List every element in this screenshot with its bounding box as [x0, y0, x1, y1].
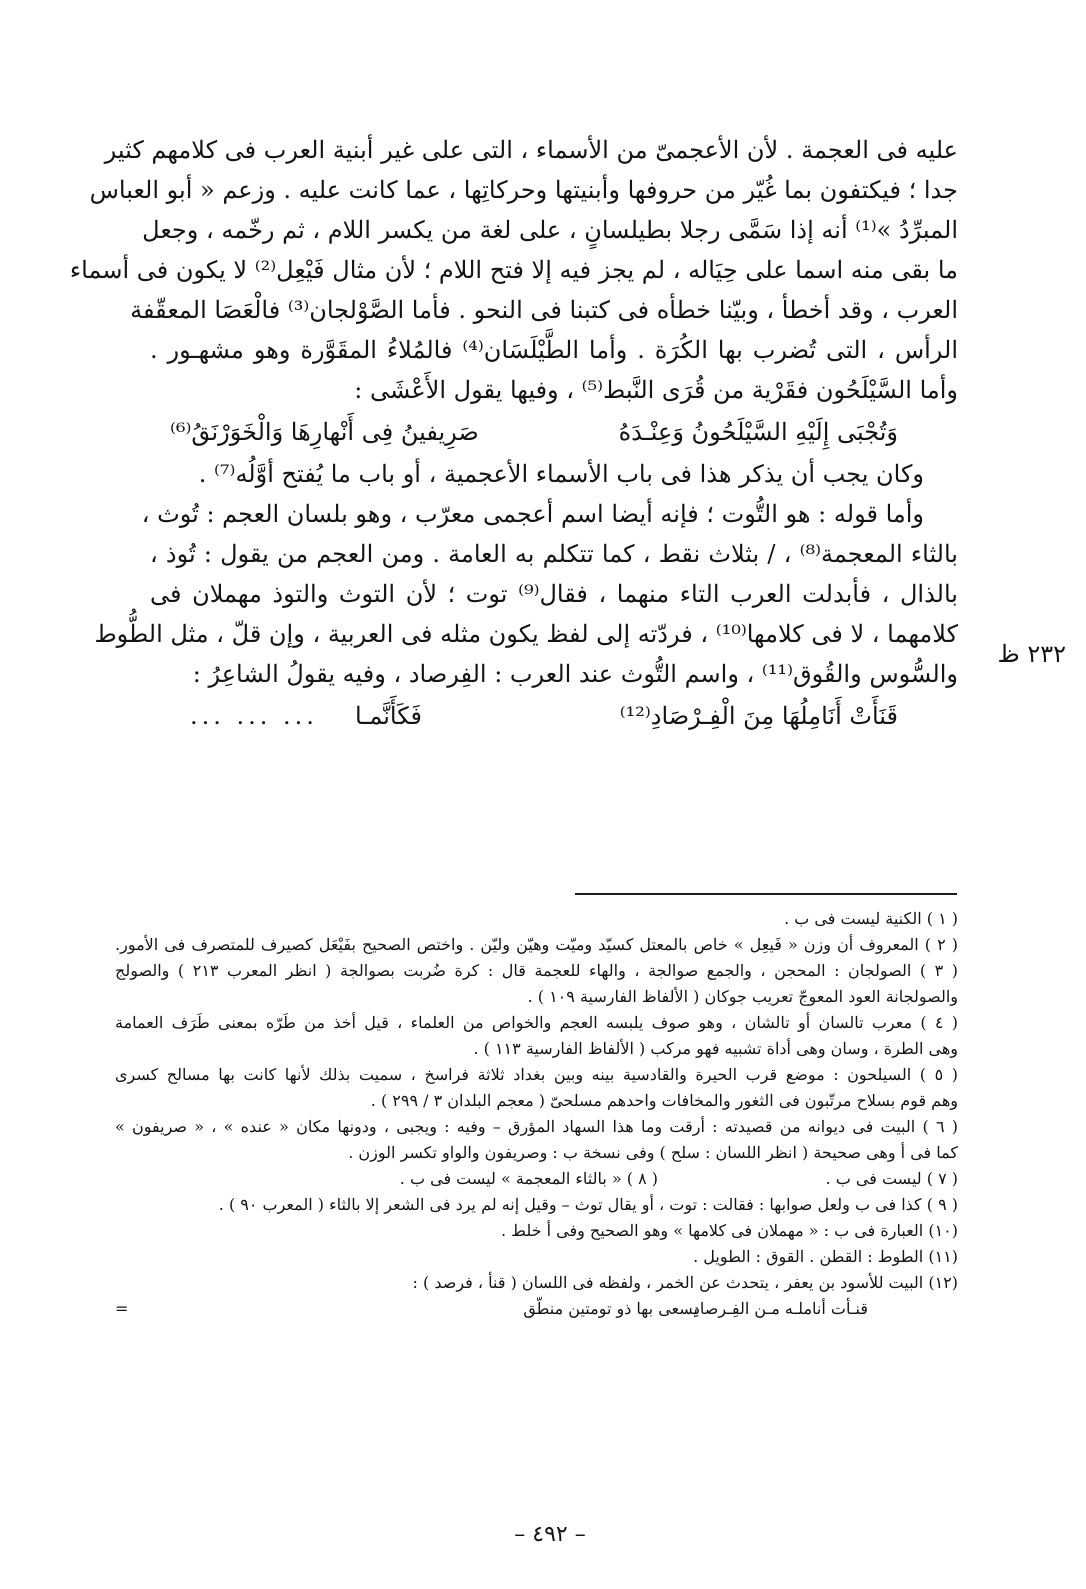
- footnote-continuation: وهى الطرة ، وسان وهى أداة تشبيه فهو مركب ( الألفاظ الفارسية ١١٣ ) .: [473, 1039, 958, 1058]
- footnote: ( ٧ ) ليست فى ب .: [825, 1169, 958, 1188]
- poem-verse-2: [150, 694, 958, 738]
- verse-first-hemistich: وَتُجْبَى إِلَيْهِ السَّيْلَحُونُ وَعِنْـدَهُ: [618, 418, 898, 446]
- main-text: [69, 130, 959, 738]
- footnote: ( ٨ ) « بالثاء المعجمة » ليست فى ب .: [399, 1169, 658, 1188]
- footnote-verse-second: قنـأت أناملـه مـن الفِـرصادِ: [692, 1299, 868, 1318]
- footnote: ( ١ ) الكنية ليست فى ب .: [784, 909, 958, 928]
- text-line: وأما السَّيْلَحُون فقَرْية من قُرَى النَّبط⁽⁵⁾ ، وفيها يقول الأَعْشَى :: [354, 376, 958, 404]
- footnote: ( ٤ ) معرب تالسان أو تالشان ، وهو صوف يلبسه العجم والخواص من العلماء ، قيل أخذ من طَرّه بمعنى طَرَف العمامة: [115, 1013, 959, 1032]
- text-line: بالثاء المعجمة⁽⁸⁾ ، / بثلاث نقط ، كما تتكلم به العامة . ومن العجم من يقول : تُوذ ،: [150, 540, 958, 568]
- manuscript-folio-marker: ٢٣٢ ظ: [997, 640, 1066, 668]
- footnote: ( ٢ ) المعروف أن وزن « فَيعِل » خاص بالمعتل كسيّد وميّت وهيّن وليّن . واختص الصحيح بفَيْعَل كصيرف للمتصرف فى الأمور.: [115, 935, 959, 954]
- footnote: (١١) الطوط : القطن . القوق : الطويل .: [693, 1247, 958, 1266]
- poem-verse-1: [150, 410, 958, 454]
- footnote-continuation: كما فى أ وهى صحيحة ( انظر اللسان : سلح ) وفى نسخة ب : وصريفون والواو تكسر الوزن .: [348, 1143, 958, 1162]
- verse-first-hemistich: فَكَأَنَّمـا: [355, 702, 422, 730]
- verse-second-hemistich: قَنَأَتْ أَنَامِلُهَا مِنَ الْفِـرْصَادِ⁽¹²⁾: [619, 702, 898, 730]
- footnote-continuation: والصولجانة العود المعوجّ تعريب جوكان ( الألفاظ الفارسية ١٠٩ ) .: [527, 987, 958, 1006]
- footnote-pair: [115, 1166, 958, 1192]
- text-line: والسُّوس والقُوق⁽¹¹⁾ ، واسم التُّوث عند العرب : الفِرصاد ، وفيه يقولُ الشاعِرُ :: [192, 660, 958, 688]
- footnote-divider: [575, 893, 957, 895]
- page-number: – ٤٩٢ –: [514, 1522, 586, 1547]
- footnote: ( ٥ ) السيلحون : موضع قرب الحيرة والقادسية بينه وبين بغداد ثلاثة فراسخ ، سميت بذلك لأنها كانت بها مسالح كسرى: [115, 1065, 959, 1084]
- footnote-verse: [115, 1296, 958, 1322]
- text-line: كلامهما ، لا فى كلامها⁽¹⁰⁾ ، فردّته إلى لفظ يكون مثله فى العربية ، وإن قلّ ، مثل الطُّوط: [94, 620, 958, 648]
- text-line: بالذال ، فأبدلت العرب التاء منهما ، فقال⁽⁹⁾ توت ؛ لأن التوث والتوذ مهملان فى: [150, 580, 958, 608]
- text-line: المبرِّدُ »⁽¹⁾ أنه إذا سَمَّى رجلا بطيلسانٍ ، على لغة من يكسر اللام ، ثم رخّمه ، وجعل: [142, 216, 958, 244]
- footnote-verse-first: يسعى بها ذو تومتين منطّق: [523, 1299, 698, 1318]
- footnote-continuation: وهم قوم بسلاح مرتّبون فى الثغور والمخافات واحدهم مسلحىّ ( معجم البلدان ٣ / ٢٩٩ ) .: [370, 1091, 958, 1110]
- verse-ellipsis: ... ... ...: [190, 702, 318, 730]
- footnote: ( ٦ ) البيت فى ديوانه من قصيدته : أرقت وما هذا السهاد المؤرق – وفيه : ويجبى ، ودونها مكان « عنده » ، « صريفون »: [115, 1117, 959, 1136]
- footnote: ( ٩ ) كذا فى ب ولعل صوابها : فقالت : توت ، أو يقال توث – وقيل إنه لم يرد فى الشعر إلا بالثاء ( المعرب ٩٠ ) .: [218, 1195, 958, 1214]
- text-line: ما بقى منه اسما على حِيَاله ، لم يجز فيه إلا فتح اللام ؛ لأن مثال فَيْعِل⁽²⁾ لا يكون فى أسماء: [69, 256, 958, 284]
- text-line: وكان يجب أن يذكر هذا فى باب الأسماء الأعجمية ، أو باب ما يُفتح أوَّلُه⁽⁷⁾ .: [198, 460, 924, 488]
- text-line: وأما قوله : هو التُّوت ؛ فإنه أيضا اسم أعجمى معرّب ، وهو بلسان العجم : تُوث ،: [141, 500, 924, 528]
- text-line: العرب ، وقد أخطأ ، وبيّنا خطأه فى كتبنا فى النحو . فأما الصَّوْلجان⁽³⁾ فالْعَصَا المعقّفة: [130, 296, 958, 324]
- footnote: (١٢) البيت للأسود بن يعفر ، يتحدث عن الخمر ، ولفظه فى اللسان ( قنأ ، فرصد ) :: [412, 1273, 958, 1292]
- continuation-mark: =: [115, 1299, 129, 1318]
- text-line: الرأس ، التى تُضرب بها الكُرَة . وأما الطَّيْلَسَان⁽⁴⁾ فالمُلاءُ المقَوَّرة وهو مشهـور .: [150, 336, 959, 364]
- text-line: جدا ؛ فيكتفون بما غُيّر من حروفها وأبنيتها وحركاتِها ، عما كانت عليه . وزعم « أبو العباس: [89, 176, 958, 204]
- verse-second-hemistich: صَرِيفينُ فِى أَنْهارِهَا وَالْخَوَرْنَقُ⁽⁶⁾: [170, 418, 479, 446]
- footnotes: [115, 906, 958, 1322]
- footnote: ( ٣ ) الصولجان : المحجن ، والجمع صوالجة ، والهاء للعجمة قال : كرة ضُربت بصوالجة ( انظر المعرب ٢١٣ ) والصولج: [115, 961, 959, 980]
- footnote: (١٠) العبارة فى ب : « مهملان فى كلامها » وهو الصحيح وفى أ خلط .: [500, 1221, 958, 1240]
- text-line: عليه فى العجمة . لأن الأعجمىّ من الأسماء ، التى على غير أبنية العرب فى كلامهم كثير: [104, 136, 958, 164]
